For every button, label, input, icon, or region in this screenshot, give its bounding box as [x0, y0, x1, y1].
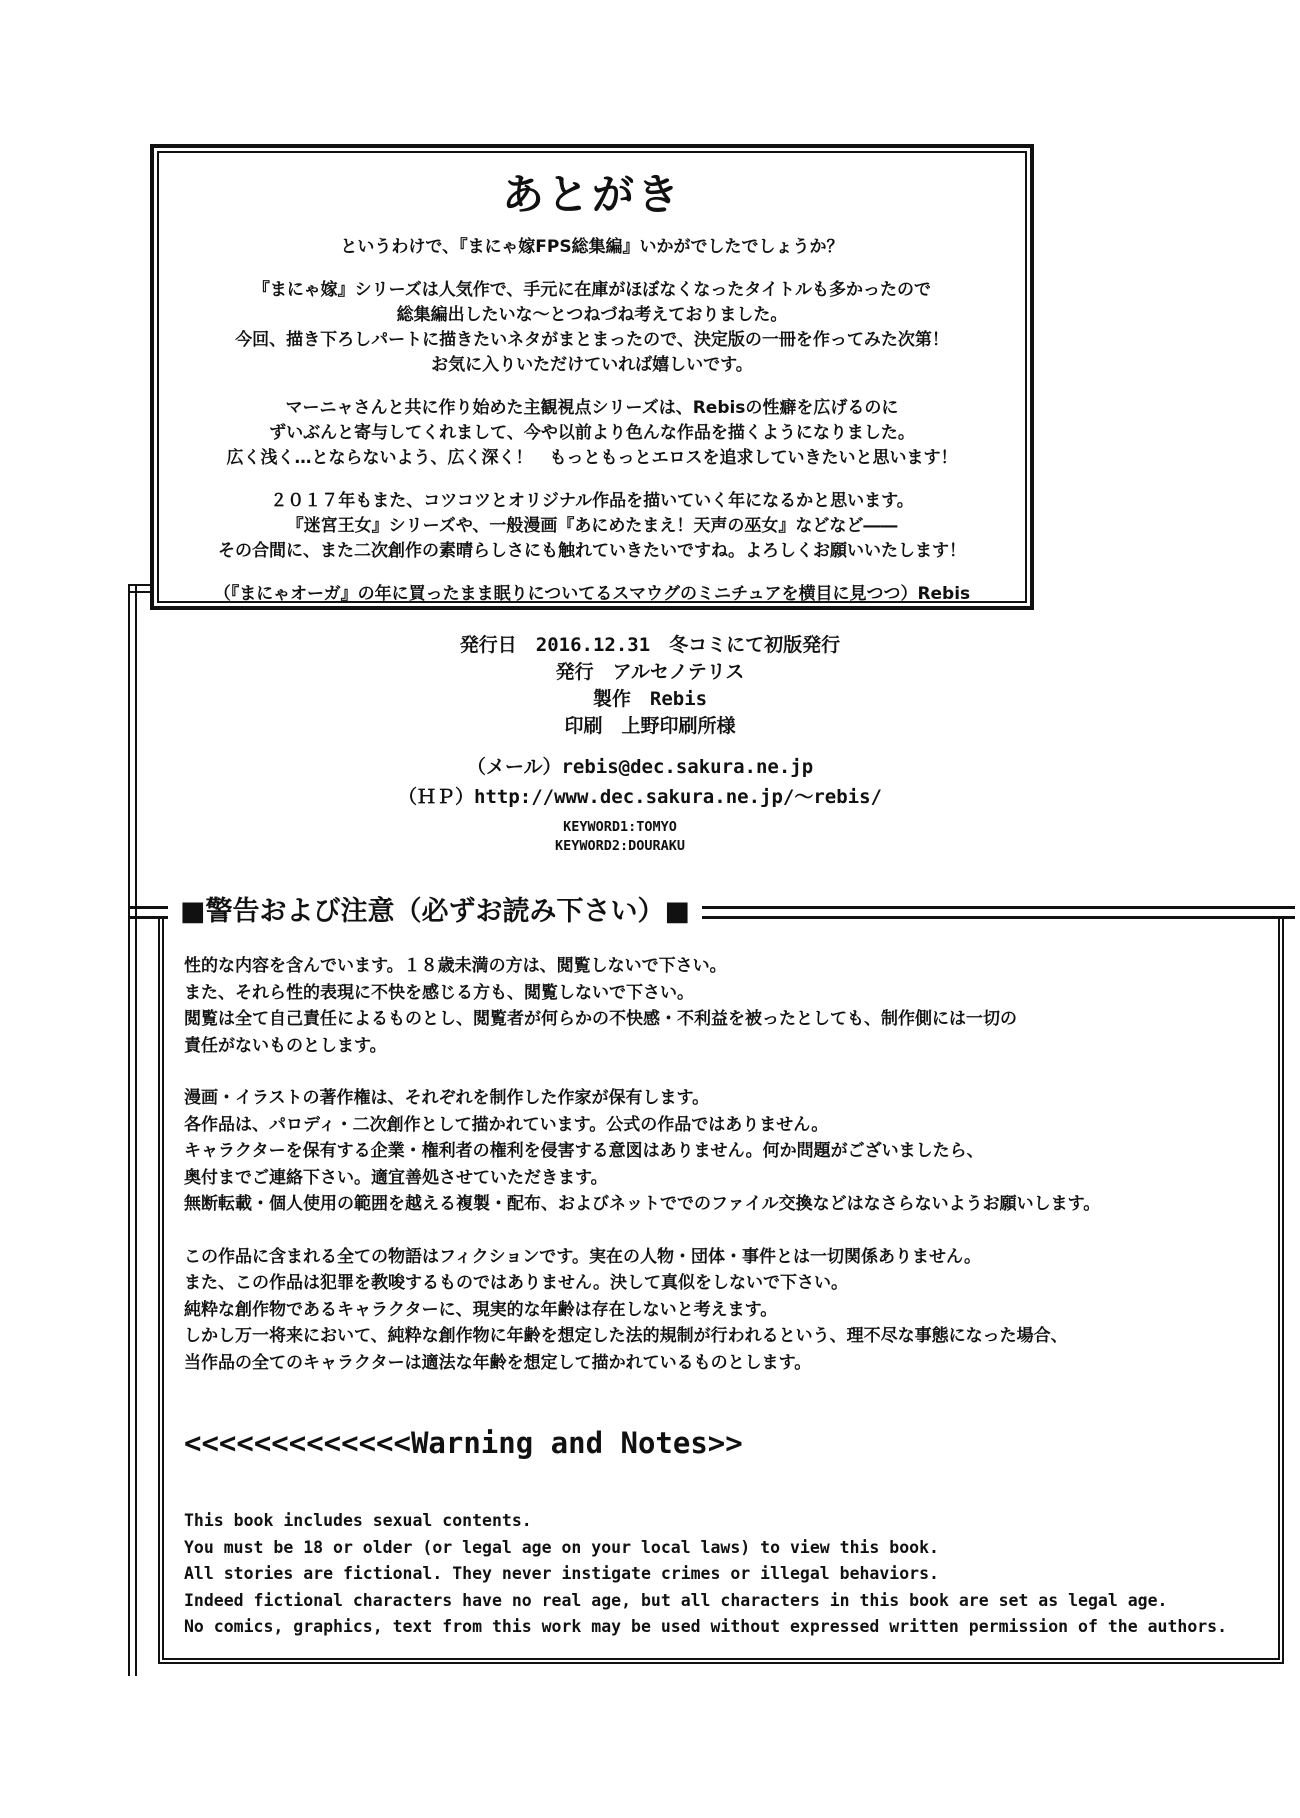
keywords	[20, 818, 1220, 856]
colophon-publisher: 発行 アルセノテリス	[555, 661, 745, 683]
afterword-paragraph-1	[175, 235, 1009, 260]
text-line: 『まにゃ嫁』シリーズは人気作で、手元に在庫がほぼなくなったタイトルも多かったので	[252, 280, 932, 300]
contact-mail: （メール）rebis@dec.sakura.ne.jp	[466, 756, 814, 778]
keyword-line-1: KEYWORD1:TOMYO	[563, 819, 677, 835]
text-line: キャラクターを保有する企業・権利者の権利を侵害する意図はありません。何か問題がございましたら、	[184, 1141, 984, 1161]
afterword-paragraph-2	[175, 278, 1009, 378]
text-line: 総集編出したいな〜とつねづね考えておりました。	[396, 305, 788, 325]
warning-en-heading: <<<<<<<<<<<<<Warning and Notes>>	[184, 1426, 743, 1460]
warning-header: ■警告および注意（必ずお読み下さい）■	[168, 890, 702, 934]
text-line: 純粋な創作物であるキャラクターに、現実的な年齢は存在しないと考えます。	[184, 1299, 778, 1320]
text-line: You must be 18 or older (or legal age on your local laws) to view this book.	[184, 1537, 939, 1557]
text-line: お気に入りいただけていれば嬉しいです。	[431, 355, 753, 375]
contact-homepage-url: （ＨＰ）http://www.dec.sakura.ne.jp/～rebis/	[398, 786, 882, 808]
text-line: また、この作品は犯罪を教唆するものではありません。決して真似をしないで下さい。	[184, 1273, 849, 1293]
text-line: 各作品は、パロディ・二次創作として描かれています。公式の作品ではありません。	[184, 1114, 829, 1135]
text-line: 奥付までご連絡下さい。適宜善処させていただきます。	[184, 1167, 608, 1188]
text-line: この作品に含まれる全ての物語はフィクションです。実在の人物・団体・事件とは一切関係ありません。	[184, 1246, 981, 1267]
text-line: 漫画・イラストの著作権は、それぞれを制作した作家が保有します。	[184, 1088, 710, 1108]
warning-en-paragraph	[184, 1508, 1262, 1641]
warning-box	[158, 919, 1284, 1664]
colophon	[20, 632, 1280, 740]
text-line: 責任がないものとします。	[184, 1035, 387, 1056]
warning-paragraph-2	[184, 1085, 1262, 1218]
text-line: 当作品の全てのキャラクターは適法な年齢を想定して描かれているものとします。	[184, 1352, 812, 1373]
afterword-box-inner	[157, 151, 1027, 603]
afterword-signoff	[175, 582, 1009, 603]
text-line: ２０１７年もまた、コツコツとオリジナル作品を描いていく年になるかと思います。	[270, 491, 914, 511]
text-line: 今回、描き下ろしパートに描きたいネタがまとまったので、決定版の一冊を作ってみた次第！	[235, 330, 949, 350]
afterword-paragraph-3	[175, 396, 1009, 471]
text-line: ずいぶんと寄与してくれまして、今や以前より色んな作品を描くようになりました。	[269, 423, 915, 443]
warning-paragraph-1	[184, 953, 1262, 1059]
text-line: No comics, graphics, text from this work may be used without expressed written permission of the authors.	[184, 1617, 1228, 1636]
text-line: （『まにゃオーガ』の年に買ったまま眠りについてるスマウグのミニチュアを横目に見つつ）Rebis	[213, 584, 971, 603]
text-line: また、それら性的表現に不快を感じる方も、閲覧しないで下さい。	[184, 982, 694, 1003]
text-line: というわけで、『まにゃ嫁FPS総集編』いかがでしたでしょうか？	[340, 237, 844, 257]
afterword-title: あとがき	[501, 170, 682, 219]
text-line: しかし万一将来において、純粋な創作物に年齢を想定した法的規制が行われるという、理不尽な事態になった場合、	[184, 1326, 1068, 1346]
colophon-publish-date: 発行日 2016.12.31 冬コミにて初版発行	[459, 634, 841, 656]
keyword-line-2: KEYWORD2:DOURAKU	[554, 838, 686, 854]
text-line: 性的な内容を含んでいます。１８歳未満の方は、閲覧しないで下さい。	[184, 956, 727, 976]
text-line: Indeed fictional characters have no real age, but all characters in this book are set as legal age.	[184, 1590, 1168, 1610]
text-line: 閲覧は全て自己責任によるものとし、閲覧者が何らかの不快感・不利益を被ったとしても、制作側には一切の	[184, 1009, 1017, 1029]
text-line: 広く浅く…とならないよう、広く深く！ もっともっとエロスを追求していきたいと思います！	[226, 448, 958, 468]
text-line: All stories are fictional. They never instigate crimes or illegal behaviors.	[184, 1564, 939, 1583]
outer-border-left-line	[128, 584, 137, 1676]
text-line: 『迷宮王女』シリーズや、一般漫画『あにめたまえ！天声の巫女』などなど――	[286, 516, 898, 536]
text-line: This book includes sexual contents.	[184, 1511, 532, 1530]
afterword-paragraph-4	[175, 489, 1009, 564]
warning-paragraph-3	[184, 1244, 1262, 1377]
text-line: 無断転載・個人使用の範囲を越える複製・配布、およびネットででのファイル交換などはなさらないようお願いします。	[184, 1194, 1101, 1214]
colophon-printer: 印刷 上野印刷所様	[564, 715, 736, 737]
contact-info	[20, 752, 1260, 812]
text-line: その合間に、また二次創作の素晴らしさにも触れていきたいですね。よろしくお願いいたします！	[218, 541, 966, 561]
colophon-author: 製作 Rebis	[592, 688, 708, 710]
text-line: マーニャさんと共に作り始めた主観視点シリーズは、Rebisの性癖を広げるのに	[285, 398, 899, 418]
afterword-box	[150, 144, 1034, 610]
